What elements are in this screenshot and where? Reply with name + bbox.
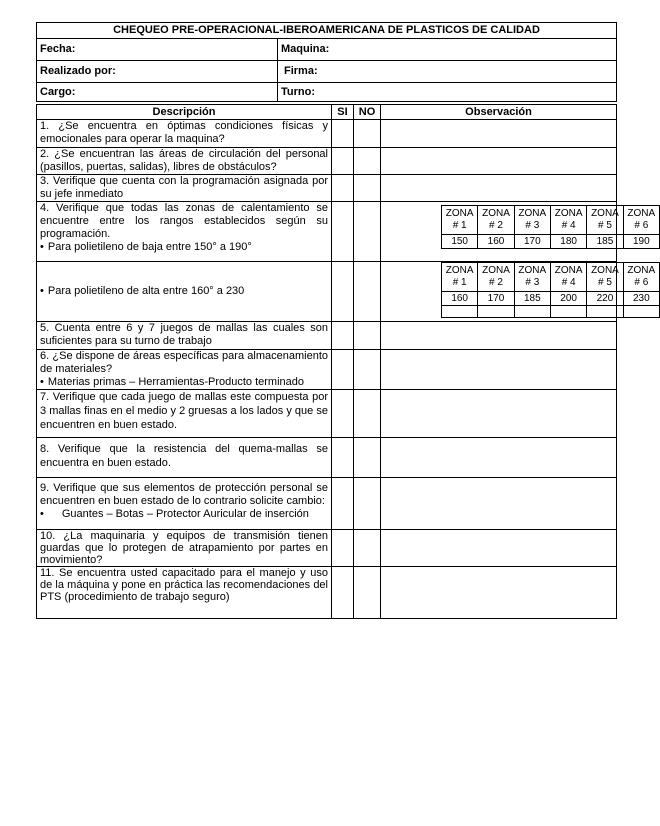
- column-si: SI: [332, 105, 354, 120]
- cargo-field[interactable]: Cargo:: [37, 83, 278, 102]
- fecha-field[interactable]: Fecha:: [37, 39, 278, 61]
- table-row: [37, 262, 617, 322]
- si-cell[interactable]: [332, 567, 354, 619]
- zone-value: 230: [623, 292, 659, 306]
- zone-value: 170: [478, 292, 514, 306]
- no-cell[interactable]: [354, 438, 381, 478]
- si-cell[interactable]: [332, 530, 354, 567]
- observacion-cell[interactable]: [381, 202, 656, 262]
- item-4-bullet-low: • Para polietileno de baja entre 150° a 190°: [40, 241, 328, 254]
- no-cell[interactable]: [354, 202, 381, 262]
- no-cell[interactable]: [354, 390, 381, 438]
- item-9: [37, 478, 332, 530]
- item-4-high: [37, 262, 332, 322]
- observacion-cell[interactable]: [381, 120, 617, 148]
- no-cell[interactable]: [354, 322, 381, 350]
- observacion-cell[interactable]: [381, 438, 617, 478]
- maquina-field[interactable]: Maquina:: [278, 39, 617, 61]
- item-4-text: 4. Verifique que todas las zonas de calentamiento se encuentre entre los rangos establecidos según su programación.: [40, 202, 328, 240]
- observacion-cell[interactable]: [381, 350, 617, 390]
- si-cell[interactable]: [332, 148, 354, 175]
- table-row: [37, 478, 617, 530]
- zone-blank-cell[interactable]: [587, 306, 623, 318]
- zone-value: 170: [514, 235, 550, 249]
- item-5: 5. Cuenta entre 6 y 7 juegos de mallas las cuales son suficientes para su turno de trabajo: [37, 322, 332, 350]
- observacion-cell[interactable]: [381, 530, 617, 567]
- observacion-cell[interactable]: [381, 175, 617, 202]
- no-cell[interactable]: [354, 148, 381, 175]
- table-row: [37, 322, 617, 350]
- zones-low-table: [441, 205, 660, 249]
- zone-blank-cell[interactable]: [514, 306, 550, 318]
- zone-label: ZONA # 5: [587, 206, 623, 235]
- zone-blank-cell[interactable]: [442, 306, 478, 318]
- table-row: [37, 175, 617, 202]
- item-6-bullet: • Materias primas – Herramientas-Producto terminado: [40, 376, 328, 389]
- column-observacion: Observación: [381, 105, 617, 120]
- table-row: [37, 120, 617, 148]
- table-row: [37, 530, 617, 567]
- si-cell[interactable]: [332, 175, 354, 202]
- item-3: 3. Verifique que cuenta con la programación asignada por su jefe inmediato: [37, 175, 332, 202]
- item-8: 8. Verifique que la resistencia del quema-mallas se encuentra en buen estado.: [37, 438, 332, 478]
- realizado-por-field[interactable]: Realizado por:: [37, 61, 278, 83]
- turno-field[interactable]: Turno:: [278, 83, 617, 102]
- header-table: [36, 22, 617, 102]
- zone-value: 180: [550, 235, 586, 249]
- zones-high-table: [441, 262, 660, 318]
- zone-label: ZONA # 4: [550, 263, 586, 292]
- no-cell[interactable]: [354, 567, 381, 619]
- zone-label: ZONA # 4: [550, 206, 586, 235]
- zone-blank-cell[interactable]: [623, 306, 659, 318]
- zone-value: 190: [623, 235, 659, 249]
- zone-label: ZONA # 1: [442, 206, 478, 235]
- zone-value: 160: [442, 292, 478, 306]
- zone-label: ZONA # 1: [442, 263, 478, 292]
- column-descripcion: Descripción: [37, 105, 332, 120]
- si-cell[interactable]: [332, 202, 354, 262]
- si-cell[interactable]: [332, 262, 354, 322]
- zone-value: 185: [587, 235, 623, 249]
- form-title: CHEQUEO PRE-OPERACIONAL-IBEROAMERICANA DE PLASTICOS DE CALIDAD: [37, 23, 617, 39]
- zone-blank-cell[interactable]: [478, 306, 514, 318]
- zone-label: ZONA # 6: [623, 263, 659, 292]
- zone-value: 220: [587, 292, 623, 306]
- item-2: 2. ¿Se encuentran las áreas de circulación del personal (pasillos, puertas, salidas), libres de obstáculos?: [37, 148, 332, 175]
- table-row: [37, 350, 617, 390]
- zone-label: ZONA # 3: [514, 206, 550, 235]
- si-cell[interactable]: [332, 478, 354, 530]
- checklist-table: [36, 104, 656, 619]
- observacion-cell[interactable]: [381, 478, 617, 530]
- firma-field[interactable]: [278, 61, 617, 83]
- item-11: 11. Se encuentra usted capacitado para el manejo y uso de la máquina y pone en práctica las recomendaciones del PTS (procedimiento de trabajo seguro): [37, 567, 332, 619]
- no-cell[interactable]: [354, 262, 381, 322]
- item-9-bullet: • Guantes – Botas – Protector Auricular de inserción: [40, 508, 328, 521]
- zone-label: ZONA # 2: [478, 263, 514, 292]
- table-row: [37, 202, 617, 262]
- observacion-cell[interactable]: [381, 322, 617, 350]
- si-cell[interactable]: [332, 438, 354, 478]
- si-cell[interactable]: [332, 350, 354, 390]
- si-cell[interactable]: [332, 322, 354, 350]
- zone-label: ZONA # 2: [478, 206, 514, 235]
- column-no: NO: [354, 105, 381, 120]
- zone-label: ZONA # 3: [514, 263, 550, 292]
- no-cell[interactable]: [354, 120, 381, 148]
- observacion-cell[interactable]: [381, 148, 617, 175]
- observacion-cell[interactable]: [381, 262, 656, 322]
- item-6: [37, 350, 332, 390]
- si-cell[interactable]: [332, 120, 354, 148]
- table-row: [37, 148, 617, 175]
- item-1: 1. ¿Se encuentra en óptimas condiciones físicas y emocionales para operar la maquina?: [37, 120, 332, 148]
- no-cell[interactable]: [354, 478, 381, 530]
- zone-label: ZONA # 6: [623, 206, 659, 235]
- si-cell[interactable]: [332, 390, 354, 438]
- observacion-cell[interactable]: [381, 567, 617, 619]
- table-row: [37, 567, 617, 619]
- table-row: [37, 438, 617, 478]
- zone-value: 150: [442, 235, 478, 249]
- zone-label: ZONA # 5: [587, 263, 623, 292]
- checklist-form: [36, 22, 656, 619]
- table-row: [37, 390, 617, 438]
- observacion-cell[interactable]: [381, 390, 617, 438]
- no-cell[interactable]: [354, 175, 381, 202]
- item-6-text: 6. ¿Se dispone de áreas específicas para almacenamiento de materiales?: [40, 350, 328, 375]
- no-cell[interactable]: [354, 530, 381, 567]
- item-9-text: 9. Verifique que sus elementos de protección personal se encuentren en buen estado de lo contrario solicite cambio:: [40, 482, 328, 507]
- item-7: 7. Verifique que cada juego de mallas este compuesta por 3 mallas finas en el medio y 2 gruesas a los lados y que se encuentren en buen estado.: [37, 390, 332, 438]
- zone-value: 200: [550, 292, 586, 306]
- item-10: 10. ¿La maquinaria y equipos de transmisión tienen guardas que lo protegen de atrapamiento por partes en movimiento?: [37, 530, 332, 567]
- no-cell[interactable]: [354, 350, 381, 390]
- zone-blank-cell[interactable]: [550, 306, 586, 318]
- firma-label: Firma:: [284, 65, 318, 77]
- item-4: [37, 202, 332, 262]
- zone-value: 185: [514, 292, 550, 306]
- item-4-bullet-high: • Para polietileno de alta entre 160° a 230: [40, 285, 328, 298]
- zone-value: 160: [478, 235, 514, 249]
